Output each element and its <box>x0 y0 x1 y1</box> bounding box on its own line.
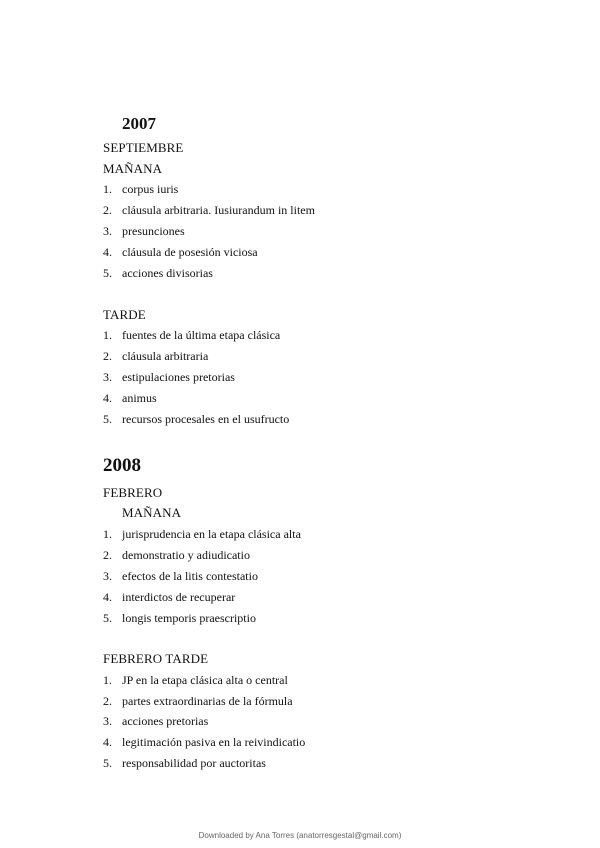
list-text: longis temporis praescriptio <box>122 611 256 625</box>
list-text: animus <box>122 391 157 405</box>
list-item <box>103 590 235 605</box>
list-number: 1. <box>103 182 112 196</box>
list-number: 4. <box>103 735 112 749</box>
list-text: corpus iuris <box>122 182 179 196</box>
list-number: 4. <box>103 245 112 259</box>
list-text: presunciones <box>122 224 185 238</box>
list-item <box>103 412 289 427</box>
list-number: 2. <box>103 548 112 562</box>
list-number: 4. <box>103 590 112 604</box>
list-item <box>103 694 293 709</box>
list-item <box>103 266 213 281</box>
month-heading-febrero: FEBRERO <box>103 485 163 500</box>
list-text: cláusula arbitraria. Iusiurandum in litem <box>122 203 315 217</box>
list-item <box>103 673 288 688</box>
list-text: estipulaciones pretorias <box>122 370 235 384</box>
list-item <box>103 569 258 584</box>
list-number: 5. <box>103 756 112 770</box>
list-number: 4. <box>103 391 112 405</box>
list-text: fuentes de la última etapa clásica <box>122 328 281 342</box>
list-item <box>103 370 235 385</box>
list-text: partes extraordinarias de la fórmula <box>122 694 293 708</box>
list-text: recursos procesales en el usufructo <box>122 412 290 426</box>
list-text: legitimación pasiva en la reivindicatio <box>122 735 306 749</box>
list-text: efectos de la litis contestatio <box>122 569 258 583</box>
list-item <box>103 182 178 197</box>
list-number: 3. <box>103 714 112 728</box>
list-number: 1. <box>103 527 112 541</box>
list-number: 5. <box>103 266 112 280</box>
list-number: 3. <box>103 224 112 238</box>
year-heading-2007: 2007 <box>122 114 156 133</box>
list-text: acciones pretorias <box>122 714 209 728</box>
list-item <box>103 224 185 239</box>
session-heading-manana-2008: MAÑANA <box>122 505 182 520</box>
list-text: jurisprudencia en la etapa clásica alta <box>122 527 301 541</box>
list-text: JP en la etapa clásica alta o central <box>122 673 288 687</box>
list-item <box>103 756 266 771</box>
list-text: acciones divisorias <box>122 266 213 280</box>
list-number: 1. <box>103 673 112 687</box>
session-heading-manana-2007: MAÑANA <box>103 161 163 176</box>
list-number: 3. <box>103 370 112 384</box>
session-heading-tarde-2007: TARDE <box>103 307 146 322</box>
list-item <box>103 611 256 626</box>
list-text: responsabilidad por auctoritas <box>122 756 266 770</box>
list-item <box>103 714 208 729</box>
list-item <box>103 391 157 406</box>
month-heading-septiembre: SEPTIEMBRE <box>103 140 184 155</box>
list-item <box>103 203 315 218</box>
session-heading-febrero-tarde: FEBRERO TARDE <box>103 651 209 666</box>
list-number: 1. <box>103 328 112 342</box>
list-number: 3. <box>103 569 112 583</box>
list-number: 5. <box>103 412 112 426</box>
download-footer: Downloaded by Ana Torres (anatorresgestal@gmail.com) <box>198 831 402 840</box>
list-number: 2. <box>103 694 112 708</box>
list-number: 2. <box>103 349 112 363</box>
list-item <box>103 548 250 563</box>
list-text: cláusula arbitraria <box>122 349 209 363</box>
list-item <box>103 527 301 542</box>
list-item <box>103 245 258 260</box>
list-text: cláusula de posesión viciosa <box>122 245 258 259</box>
list-item <box>103 349 208 364</box>
list-number: 5. <box>103 611 112 625</box>
list-text: interdictos de recuperar <box>122 590 236 604</box>
list-number: 2. <box>103 203 112 217</box>
list-item <box>103 328 280 343</box>
list-item <box>103 735 305 750</box>
year-heading-2008: 2008 <box>103 455 141 476</box>
list-text: demonstratio y adiudicatio <box>122 548 250 562</box>
